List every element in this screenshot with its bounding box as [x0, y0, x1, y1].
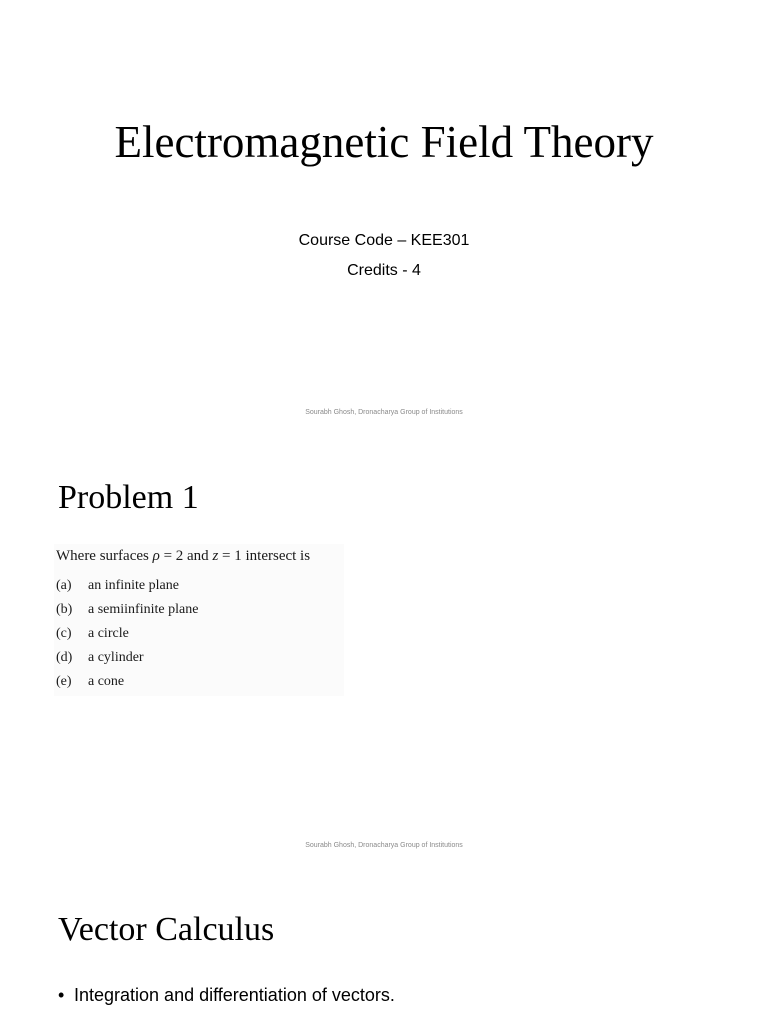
question-text-mid2: = 1 intersect is	[218, 548, 311, 564]
option-letter: (c)	[56, 626, 72, 641]
option-text: a semiinfinite plane	[88, 602, 199, 617]
problem-question	[56, 548, 310, 565]
option-c	[56, 626, 129, 642]
option-text: an infinite plane	[88, 578, 179, 593]
option-text: a circle	[88, 626, 129, 641]
slide-footer: Sourabh Ghosh, Dronacharya Group of Institutions	[305, 842, 463, 849]
bullet-list	[58, 985, 395, 1006]
bullet-text: Integration and differentiation of vectors.	[74, 985, 395, 1005]
problem-figure	[54, 544, 344, 696]
option-letter: (e)	[56, 674, 72, 689]
problem-heading: Problem 1	[58, 479, 199, 516]
option-b	[56, 602, 198, 618]
option-a	[56, 578, 179, 594]
vector-heading: Vector Calculus	[58, 911, 275, 948]
list-item	[58, 985, 395, 1006]
title-slide	[0, 0, 768, 434]
option-letter: (a)	[56, 578, 72, 593]
option-e	[56, 674, 124, 690]
option-letter: (b)	[56, 602, 73, 617]
slide-footer: Sourabh Ghosh, Dronacharya Group of Institutions	[305, 409, 463, 416]
option-letter: (d)	[56, 650, 73, 665]
rho-symbol: ρ	[152, 548, 160, 564]
credits: Credits - 4	[347, 262, 421, 279]
bullet-icon: •	[58, 985, 65, 1005]
course-code: Course Code – KEE301	[298, 232, 470, 249]
question-text-mid1: = 2 and	[159, 548, 213, 564]
vector-calculus-slide	[0, 866, 768, 1024]
problem-slide	[0, 434, 768, 866]
z-symbol: z	[212, 548, 219, 564]
slide-title: Electromagnetic Field Theory	[114, 117, 654, 167]
option-d	[56, 650, 144, 666]
option-text: a cylinder	[88, 650, 144, 665]
option-text: a cone	[88, 674, 125, 689]
question-text-pre: Where surfaces	[56, 548, 153, 564]
